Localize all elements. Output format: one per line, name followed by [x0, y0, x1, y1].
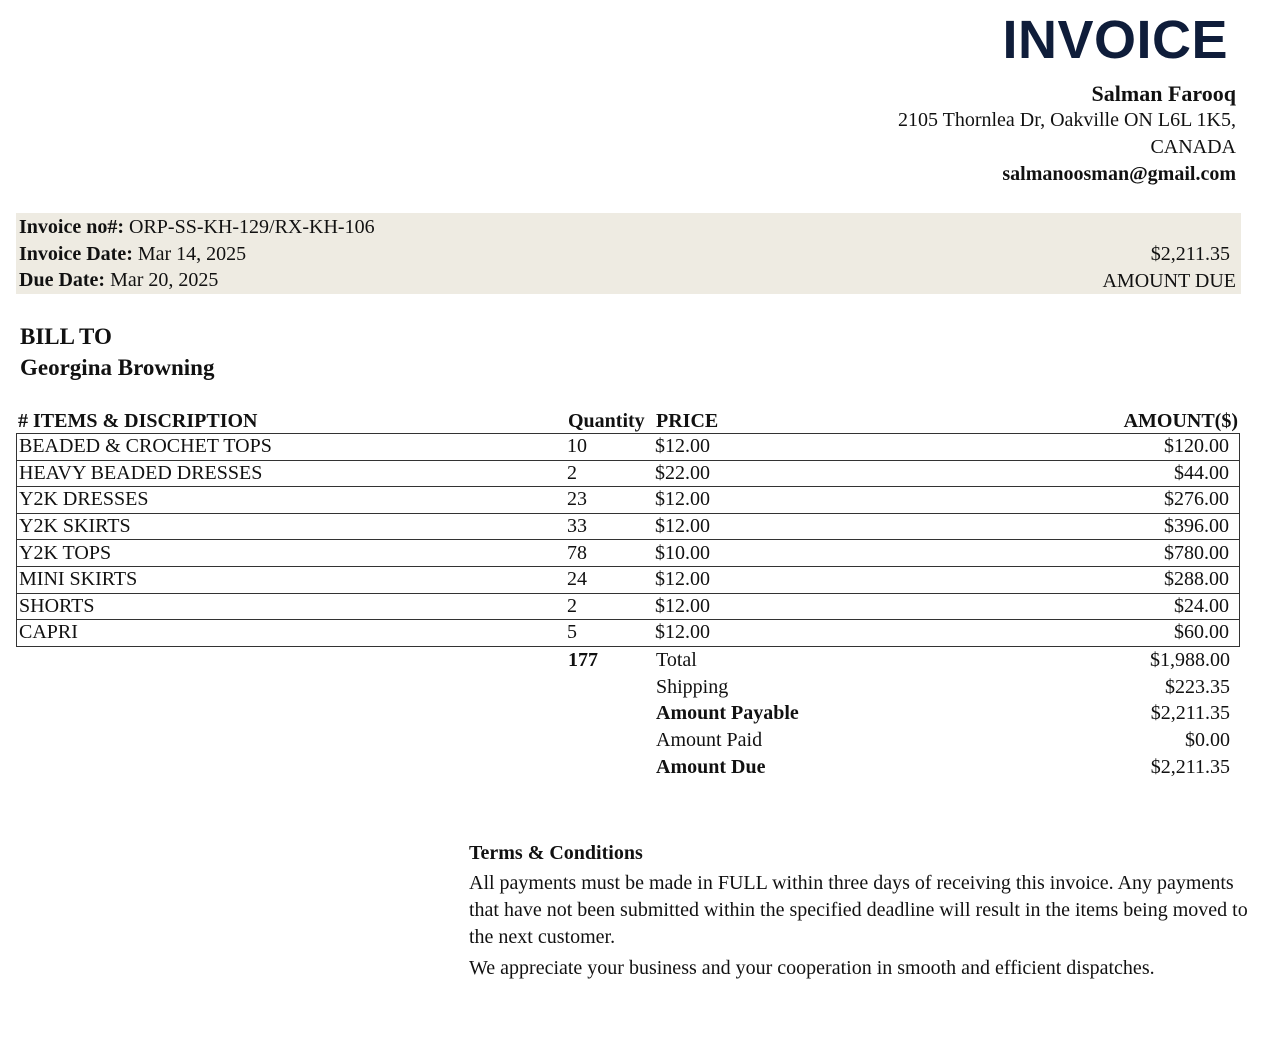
- seller-name: Salman Farooq: [1091, 81, 1236, 106]
- item-description: MINI SKIRTS: [17, 566, 568, 593]
- item-quantity: 78: [567, 540, 655, 567]
- header-price: PRICE: [656, 410, 719, 432]
- items-table: [16, 433, 1240, 647]
- item-description: SHORTS: [17, 593, 568, 620]
- table-row: [17, 593, 1240, 620]
- seller-address-line2: CANADA: [1150, 136, 1236, 158]
- item-price: $10.00: [655, 540, 855, 567]
- bill-to-block: [20, 321, 214, 383]
- terms-paragraph-1: All payments must be made in FULL within three days of receiving this invoice. Any payments that have not been submitted within the specified deadline will result in the items being moved to the next customer.: [469, 872, 1248, 948]
- seller-block: [898, 80, 1236, 188]
- item-quantity: 2: [567, 460, 655, 487]
- header-amount-due-label: AMOUNT DUE: [1102, 270, 1236, 292]
- due-date-label: Due Date:: [19, 269, 106, 291]
- total-value: $1,988.00: [1150, 649, 1230, 671]
- item-description: HEAVY BEADED DRESSES: [17, 460, 568, 487]
- terms-paragraph-2: We appreciate your business and your cooperation in smooth and efficient dispatches.: [469, 957, 1155, 979]
- invoice-number: ORP-SS-KH-129/RX-KH-106: [129, 216, 375, 238]
- item-amount: $276.00: [855, 487, 1240, 514]
- bill-to-name: Georgina Browning: [20, 355, 215, 380]
- paid-label: Amount Paid: [656, 729, 763, 752]
- terms-block: [469, 840, 1259, 982]
- due-row: [568, 754, 1230, 781]
- invoice-date-label: Invoice Date:: [19, 242, 133, 265]
- table-row: [17, 487, 1240, 514]
- invoice-meta-details: [19, 214, 375, 294]
- paid-row: [568, 727, 1230, 754]
- item-amount: $60.00: [855, 620, 1240, 647]
- items-table-header: [18, 408, 1240, 433]
- totals-block: [568, 647, 1230, 780]
- item-description: CAPRI: [17, 620, 568, 647]
- item-price: $12.00: [655, 487, 855, 514]
- item-price: $12.00: [655, 620, 855, 647]
- payable-value: $2,211.35: [1150, 702, 1230, 725]
- item-amount: $120.00: [855, 434, 1240, 461]
- total-quantity: 177: [568, 649, 598, 671]
- item-amount: $288.00: [855, 566, 1240, 593]
- item-quantity: 5: [567, 620, 655, 647]
- item-quantity: 23: [567, 487, 655, 514]
- item-quantity: 10: [567, 434, 655, 461]
- invoice-number-line: [19, 214, 375, 241]
- table-row: [17, 620, 1240, 647]
- item-price: $12.00: [655, 593, 855, 620]
- item-amount: $44.00: [855, 460, 1240, 487]
- seller-email: salmanoosman@gmail.com: [1002, 163, 1236, 185]
- item-description: Y2K TOPS: [17, 540, 568, 567]
- shipping-label: Shipping: [656, 675, 729, 698]
- header-amount-due: $2,211.35: [1150, 243, 1230, 265]
- header-quantity: Quantity: [568, 410, 645, 432]
- due-label: Amount Due: [656, 755, 766, 778]
- item-amount: $396.00: [855, 513, 1240, 540]
- total-label: Total: [656, 649, 697, 671]
- invoice-title: INVOICE: [1002, 10, 1228, 70]
- header-amount: AMOUNT($): [1123, 410, 1238, 432]
- item-price: $12.00: [655, 434, 855, 461]
- bill-to-label: BILL TO: [20, 324, 112, 349]
- item-quantity: 24: [567, 566, 655, 593]
- table-row: [17, 460, 1240, 487]
- paid-value: $0.00: [1185, 729, 1230, 752]
- terms-heading: Terms & Conditions: [469, 842, 643, 864]
- payable-label: Amount Payable: [656, 702, 799, 725]
- item-price: $12.00: [655, 513, 855, 540]
- item-price: $22.00: [655, 460, 855, 487]
- shipping-row: [568, 674, 1230, 701]
- table-row: [17, 566, 1240, 593]
- item-quantity: 2: [567, 593, 655, 620]
- table-row: [17, 540, 1240, 567]
- due-date-line: [19, 267, 375, 294]
- item-amount: $780.00: [855, 540, 1240, 567]
- seller-address-line1: 2105 Thornlea Dr, Oakville ON L6L 1K5,: [897, 109, 1236, 131]
- invoice-date: Mar 14, 2025: [137, 242, 247, 265]
- shipping-value: $223.35: [1165, 675, 1230, 698]
- payable-row: [568, 700, 1230, 727]
- item-price: $12.00: [655, 566, 855, 593]
- invoice-number-label: Invoice no#:: [19, 216, 124, 238]
- table-row: [17, 434, 1240, 461]
- item-amount: $24.00: [855, 593, 1240, 620]
- item-description: Y2K DRESSES: [17, 487, 568, 514]
- item-description: BEADED & CROCHET TOPS: [17, 434, 568, 461]
- total-row: [568, 647, 1230, 674]
- table-row: [17, 513, 1240, 540]
- item-quantity: 33: [567, 513, 655, 540]
- due-date: Mar 20, 2025: [110, 269, 219, 291]
- item-description: Y2K SKIRTS: [17, 513, 568, 540]
- header-description: # ITEMS & DISCRIPTION: [18, 410, 258, 432]
- due-value: $2,211.35: [1150, 755, 1230, 778]
- invoice-date-line: [19, 241, 375, 268]
